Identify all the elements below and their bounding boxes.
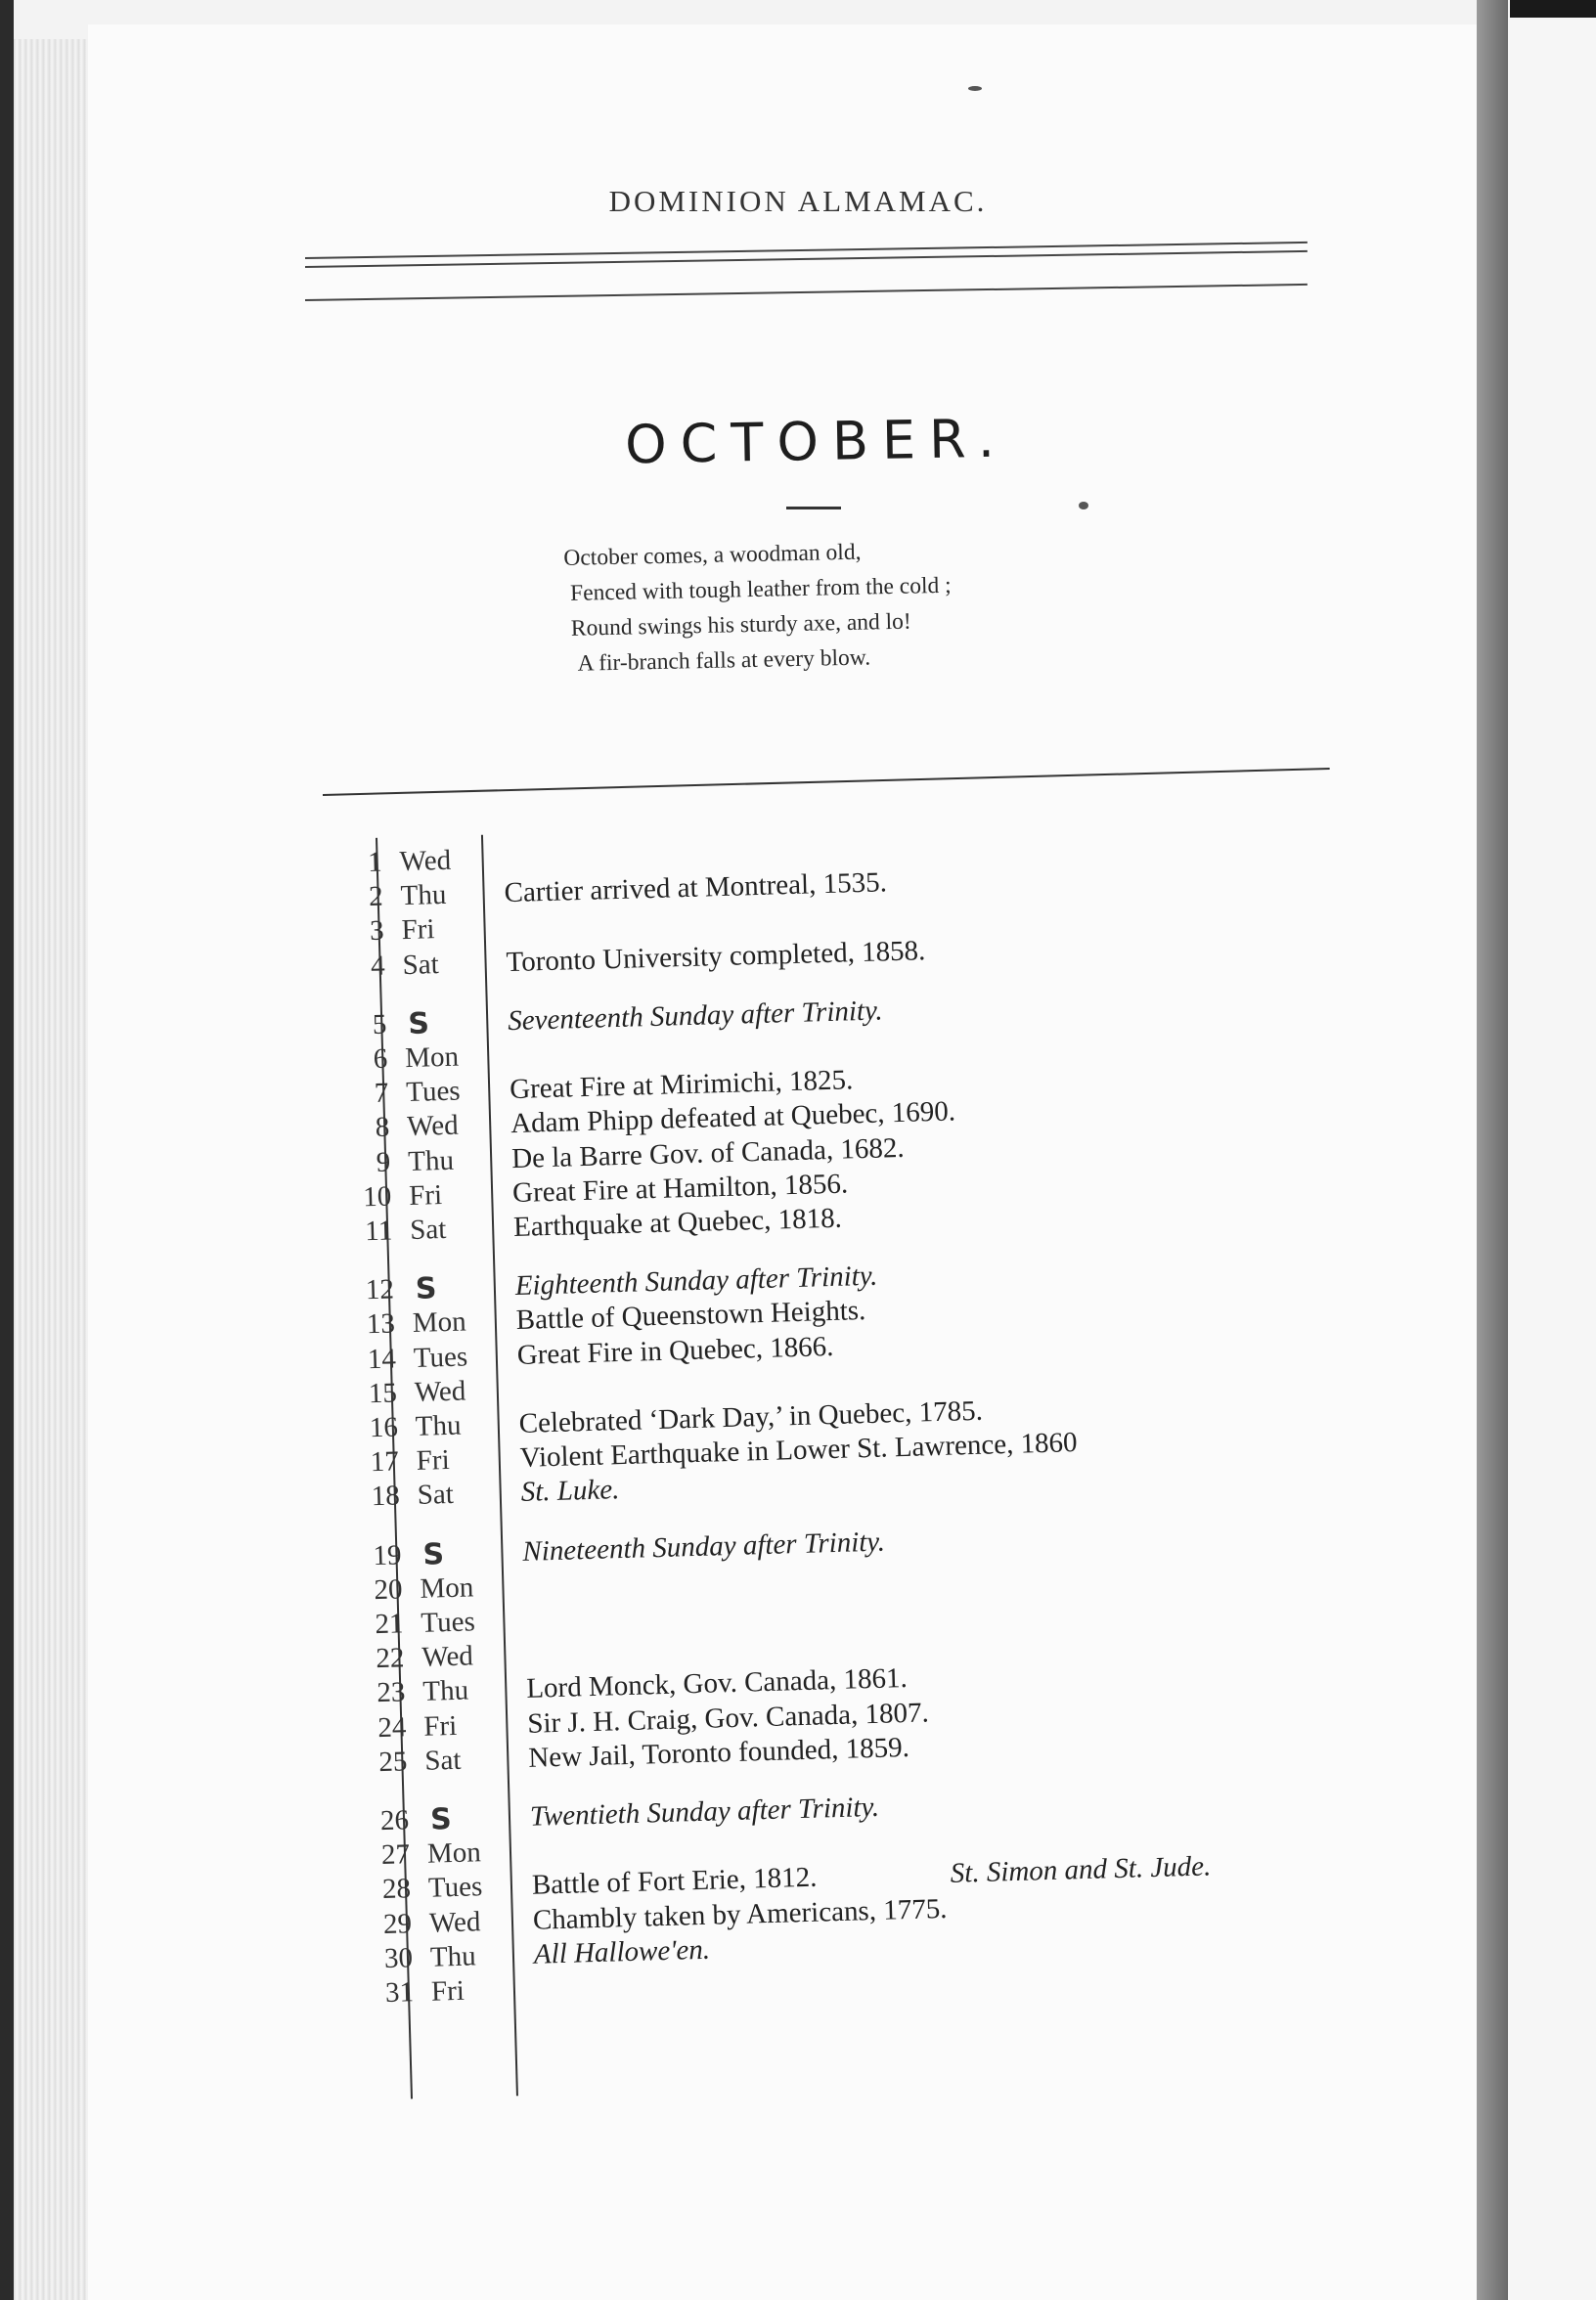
weekday: Mon	[412, 1305, 467, 1340]
calendar-row	[360, 1731, 910, 1780]
day-number: 4	[370, 950, 386, 982]
day-number: 1	[367, 846, 383, 879]
day-number: 19	[373, 1538, 402, 1571]
weekday: Mon	[404, 1040, 460, 1075]
event-text: New Jail, Toronto founded, 1859.	[527, 1731, 910, 1774]
calendar-row	[341, 1064, 854, 1112]
weekday: Mon	[419, 1571, 474, 1605]
weekday: Sat	[423, 1744, 462, 1777]
weekday: Thu	[429, 1940, 477, 1973]
event-text: St. Luke.	[520, 1474, 620, 1509]
day-number: 23	[376, 1676, 406, 1709]
ink-smudge	[1079, 502, 1088, 509]
event-text: Great Fire at Mirimichi, 1825.	[509, 1064, 854, 1106]
weekday: Wed	[428, 1905, 481, 1939]
month-title: OCTOBER.	[624, 407, 1009, 476]
weekday: Fri	[430, 1974, 466, 2008]
event-text: All Hallowe'en.	[533, 1933, 711, 1970]
weekday: Fri	[401, 913, 435, 947]
calendar-row	[337, 934, 926, 985]
day-number: 8	[375, 1111, 390, 1144]
day-number: 11	[364, 1215, 393, 1248]
weekday: S	[421, 1536, 445, 1572]
weekday: Thu	[415, 1409, 462, 1442]
calendar-row	[346, 1260, 878, 1308]
weekday: Wed	[406, 1109, 460, 1143]
day-number: 15	[368, 1377, 398, 1410]
weekday: Tues	[427, 1871, 483, 1905]
weekday: Fri	[408, 1178, 443, 1212]
calendar-row	[358, 1662, 909, 1711]
page-stack-edges	[14, 39, 92, 2300]
calendar-row	[356, 1606, 476, 1643]
day-number: 2	[368, 880, 384, 913]
weekday: S	[415, 1271, 437, 1307]
event-text: Great Fire at Hamilton, 1856.	[511, 1168, 849, 1209]
calendar-row	[339, 995, 883, 1043]
event-text: De la Barre Gov. of Canada, 1682.	[510, 1131, 906, 1174]
event-text: Cartier arrived at Montreal, 1535.	[504, 866, 888, 909]
event-text: Sir J. H. Craig, Gov. Canada, 1807.	[526, 1696, 930, 1740]
event-text: Toronto University completed, 1858.	[506, 934, 926, 978]
calendar-row	[345, 1202, 843, 1250]
weekday: Sat	[409, 1213, 447, 1246]
event-text: Twentieth Sunday after Trinity.	[529, 1791, 880, 1833]
poem-line: Round swings his sturdy axe, and lo!	[570, 608, 912, 641]
calendar-row	[343, 1131, 906, 1180]
weekday: Fri	[416, 1444, 451, 1478]
event-text: Lord Monck, Gov. Canada, 1861.	[525, 1662, 909, 1705]
day-number: 17	[370, 1445, 400, 1479]
ink-mark	[968, 86, 982, 91]
calendar-row	[367, 1974, 466, 2012]
day-number: 29	[382, 1907, 413, 1940]
day-number: 24	[377, 1710, 407, 1744]
poem-line: A fir-branch falls at every blow.	[577, 644, 871, 677]
calendar-row	[342, 1095, 956, 1146]
poem-line: Fenced with tough leather from the cold ;	[569, 572, 952, 606]
calendar-row	[347, 1295, 866, 1343]
day-number: 21	[374, 1608, 404, 1641]
calendar-row	[352, 1474, 620, 1515]
weekday: Tues	[405, 1075, 462, 1109]
day-number: 22	[375, 1642, 405, 1675]
event-text: Celebrated ‘Dark Day,’ in Quebec, 1785.	[518, 1394, 984, 1439]
event-text: Battle of Fort Erie, 1812.	[531, 1862, 818, 1902]
event-text: Nineteenth Sunday after Trinity.	[521, 1526, 886, 1568]
weekday: Tues	[420, 1606, 476, 1639]
day-number: 25	[377, 1746, 408, 1778]
weekday: Thu	[400, 879, 447, 912]
event-text: Violent Earthquake in Lower St. Lawrence, 1860	[519, 1427, 1079, 1475]
day-number: 18	[371, 1480, 401, 1513]
weekday: Mon	[426, 1836, 482, 1870]
calendar-row	[363, 1836, 482, 1874]
day-number: 10	[362, 1180, 392, 1214]
calendar-row	[336, 913, 435, 950]
calendar-row	[349, 1375, 466, 1412]
weekday: S	[407, 1006, 430, 1041]
event-extra: St. Simon and St. Jude.	[950, 1850, 1212, 1890]
day-number: 9	[376, 1146, 391, 1178]
calendar-row	[357, 1640, 474, 1677]
day-number: 20	[374, 1573, 403, 1606]
day-number: 12	[365, 1273, 395, 1306]
weekday: Thu	[421, 1674, 469, 1708]
weekday: Sat	[417, 1479, 455, 1512]
calendar-row	[354, 1526, 886, 1573]
weekday: Wed	[399, 844, 452, 878]
event-text: Seventeenth Sunday after Trinity.	[507, 995, 883, 1037]
event-text: Great Fire in Quebec, 1866.	[516, 1330, 834, 1371]
weekday: Sat	[402, 948, 440, 981]
weekday: Wed	[421, 1640, 474, 1674]
calendar-row	[366, 1933, 711, 1976]
day-number: 5	[372, 1008, 387, 1040]
event-text: Chambly taken by Americans, 1775.	[532, 1892, 948, 1936]
facing-page	[1508, 18, 1596, 2300]
event-text: Eighteenth Sunday after Trinity.	[514, 1260, 878, 1303]
calendar-row	[365, 1892, 948, 1942]
calendar-row	[348, 1330, 834, 1377]
running-head: DOMINION ALMAMAC.	[608, 184, 988, 218]
weekday: Fri	[422, 1709, 458, 1743]
calendar-row	[355, 1571, 474, 1609]
book-spine-edge	[1477, 0, 1508, 2300]
day-number: 27	[380, 1838, 411, 1872]
day-number: 14	[367, 1343, 397, 1375]
calendar-row	[362, 1791, 880, 1839]
calendar-row	[335, 866, 888, 915]
day-number: 26	[379, 1804, 410, 1837]
day-number: 31	[384, 1976, 415, 2010]
day-number: 16	[369, 1411, 399, 1444]
weekday: S	[429, 1802, 453, 1837]
poem-line: October comes, a woodman old,	[563, 539, 862, 571]
title-dash	[786, 507, 841, 509]
day-number: 30	[383, 1942, 414, 1974]
event-text: Battle of Queenstown Heights.	[515, 1295, 866, 1337]
weekday: Tues	[413, 1341, 468, 1374]
day-number: 3	[369, 915, 385, 948]
event-text: Adam Phipp defeated at Quebec, 1690.	[510, 1095, 956, 1140]
calendar-row	[334, 844, 452, 881]
day-number: 6	[373, 1042, 388, 1075]
calendar-row	[359, 1696, 930, 1746]
weekday: Thu	[407, 1144, 455, 1177]
poem	[563, 533, 953, 682]
calendar-table	[334, 812, 1348, 2100]
calendar-row	[344, 1168, 849, 1216]
day-number: 28	[381, 1873, 412, 1906]
weekday: Wed	[414, 1375, 466, 1408]
event-text: Earthquake at Quebec, 1818.	[512, 1202, 843, 1244]
calendar-row	[350, 1394, 984, 1446]
calendar-row	[340, 1040, 460, 1078]
day-number: 7	[374, 1077, 389, 1110]
day-number: 13	[366, 1307, 396, 1341]
